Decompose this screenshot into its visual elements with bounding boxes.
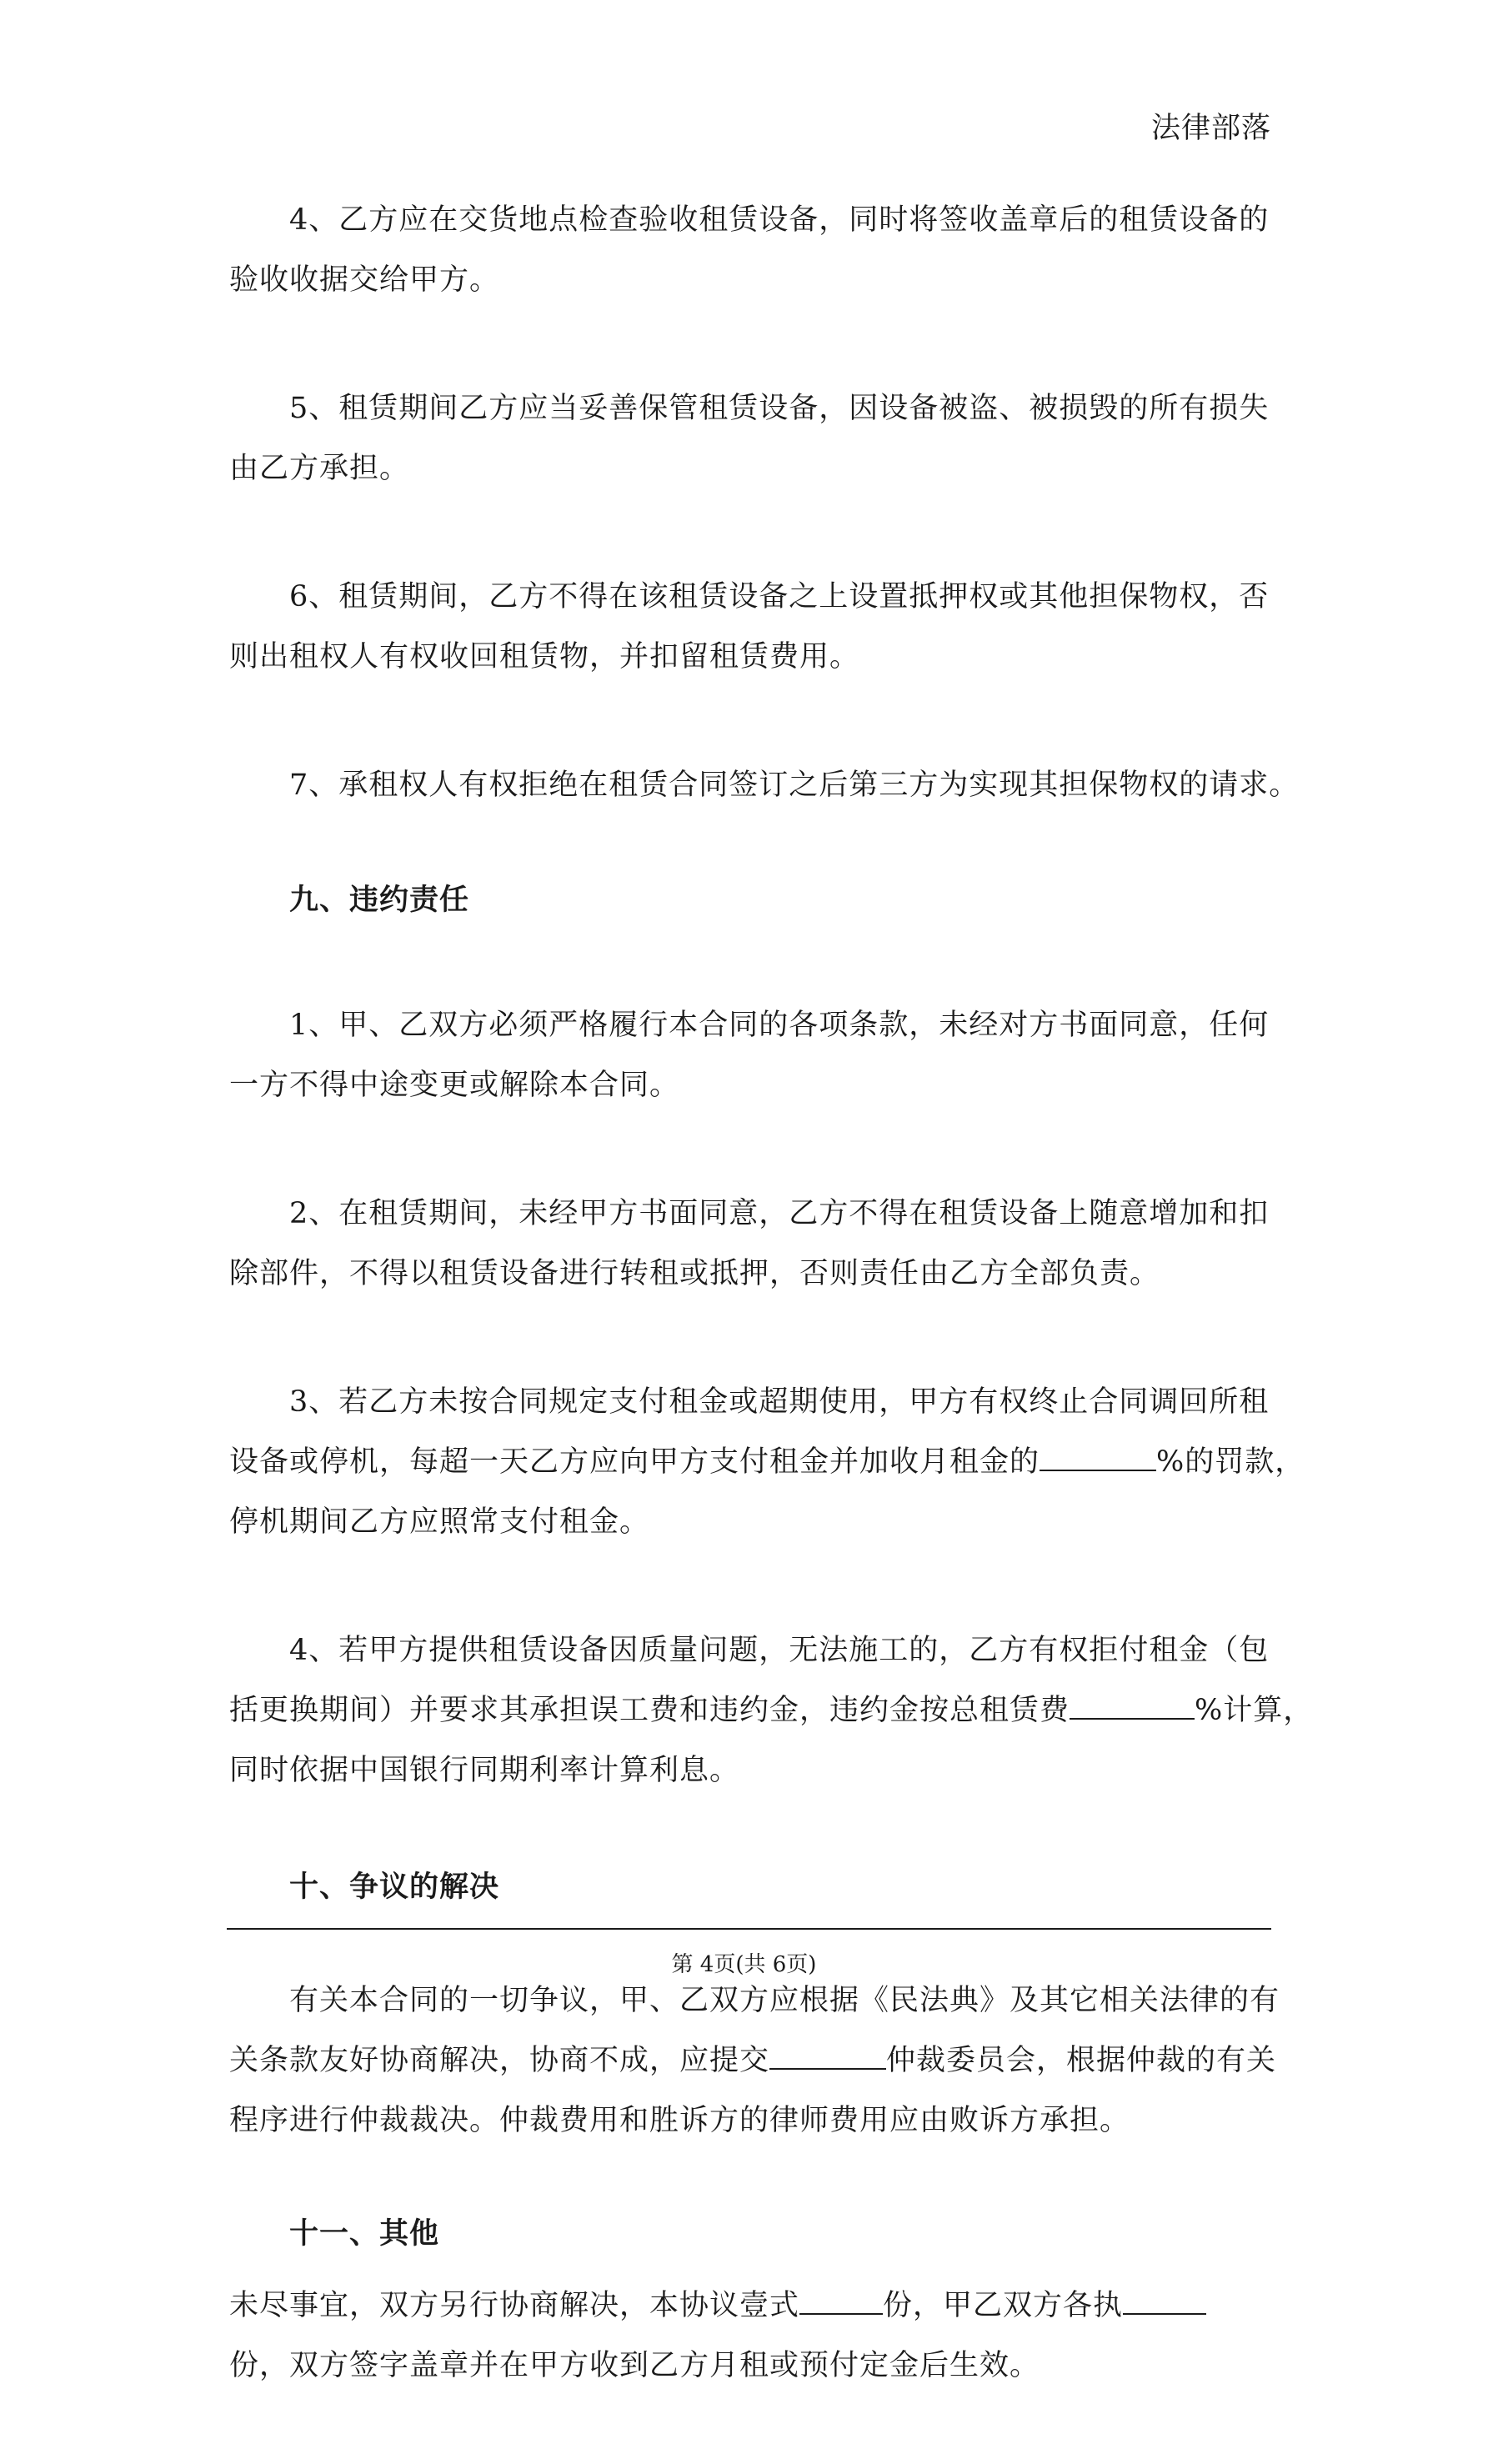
- clause-line: 2、在租赁期间，未经甲方书面同意，乙方不得在租赁设备上随意增加和扣: [289, 1197, 1270, 1230]
- clause-8-6: [229, 567, 1271, 687]
- clause-line: 有关本合同的一切争议，甲、乙双方应根据《民法典》及其它相关法律的有: [289, 1984, 1280, 2017]
- footer-divider: [227, 1928, 1271, 1930]
- clause-line: 1、甲、乙双方必须严格履行本合同的各项条款，未经对方书面同意，任何: [289, 1009, 1270, 1042]
- clause-text: 设备或停机，每超一天乙方应向甲方支付租金并加收月租金的: [229, 1445, 1040, 1479]
- clause-line: 程序进行仲裁裁决。仲裁费用和胜诉方的律师费用应由败诉方承担。: [229, 2104, 1130, 2137]
- section-heading-9: 九、违约责任: [289, 884, 470, 917]
- fill-in-blank-copies-each: [1123, 2288, 1206, 2315]
- clause-line: 3、若乙方未按合同规定支付租金或超期使用，甲方有权终止合同调回所租: [289, 1385, 1270, 1419]
- clause-text: 括更换期间）并要求其承担误工费和违约金，违约金按总租赁费: [229, 1694, 1070, 1727]
- clause-8-5: [229, 378, 1271, 498]
- clause-8-7: [229, 755, 1300, 815]
- clause-text: 份，甲乙双方各执: [883, 2289, 1124, 2322]
- fill-in-blank-copies-total: [799, 2288, 883, 2315]
- clause-11: [229, 2276, 1271, 2396]
- clause-text: %计算，: [1195, 1694, 1314, 1727]
- section-heading-10: 十、争议的解决: [289, 1871, 500, 1904]
- fill-in-blank-liquidated-damages-percent: [1070, 1693, 1195, 1720]
- clause-line: [229, 2031, 1277, 2091]
- page-header-brand: 法律部落: [1150, 112, 1271, 145]
- page-number: 第 4页(共 6页): [671, 1952, 817, 1977]
- clause-line: 除部件，不得以租赁设备进行转租或抵押，否则责任由乙方全部负责。: [229, 1257, 1160, 1290]
- clause-line: 由乙方承担。: [229, 452, 410, 485]
- clause-line: 验收收据交给甲方。: [229, 263, 500, 297]
- clause-9-4: [229, 1620, 1314, 1800]
- clause-line: 4、若甲方提供租赁设备因质量问题，无法施工的，乙方有权拒付租金（包: [289, 1634, 1270, 1667]
- clause-text: 关条款友好协商解决，协商不成，应提交: [229, 2044, 770, 2077]
- clause-line: [229, 1680, 1314, 1740]
- clause-line: 一方不得中途变更或解除本合同。: [229, 1069, 680, 1102]
- section-heading-11: 十一、其他: [289, 2217, 440, 2251]
- clause-line: 则出租权人有权收回租赁物，并扣留租赁费用。: [229, 640, 860, 674]
- clause-9-2: [229, 1184, 1271, 1304]
- clause-line: 6、租赁期间，乙方不得在该租赁设备之上设置抵押权或其他担保物权，否: [289, 580, 1270, 613]
- clause-9-1: [229, 995, 1271, 1115]
- clause-9-3: [229, 1372, 1305, 1552]
- clause-text: 未尽事宜，双方另行协商解决，本协议壹式: [229, 2289, 800, 2322]
- clause-10: [229, 1971, 1280, 2151]
- fill-in-blank-penalty-percent: [1040, 1445, 1156, 1471]
- clause-line: 4、乙方应在交货地点检查验收租赁设备，同时将签收盖章后的租赁设备的: [289, 203, 1270, 237]
- clause-line: 7、承租权人有权拒绝在租赁合同签订之后第三方为实现其担保物权的请求。: [289, 769, 1300, 802]
- clause-line: 5、租赁期间乙方应当妥善保管租赁设备，因设备被盗、被损毁的所有损失: [289, 392, 1270, 425]
- clause-text: 仲裁委员会，根据仲裁的有关: [886, 2044, 1277, 2077]
- clause-line: 份，双方签字盖章并在甲方收到乙方月租或预付定金后生效。: [229, 2349, 1040, 2382]
- clause-text: %的罚款，: [1156, 1445, 1305, 1479]
- clause-line: 同时依据中国银行同期利率计算利息。: [229, 1754, 740, 1787]
- clause-line: [229, 2276, 1271, 2336]
- clause-line: [229, 1432, 1305, 1492]
- fill-in-blank-arbitration-committee: [769, 2043, 886, 2070]
- clause-8-4: [229, 190, 1271, 310]
- clause-line: 停机期间乙方应照常支付租金。: [229, 1505, 650, 1539]
- document-body: [229, 190, 1314, 2464]
